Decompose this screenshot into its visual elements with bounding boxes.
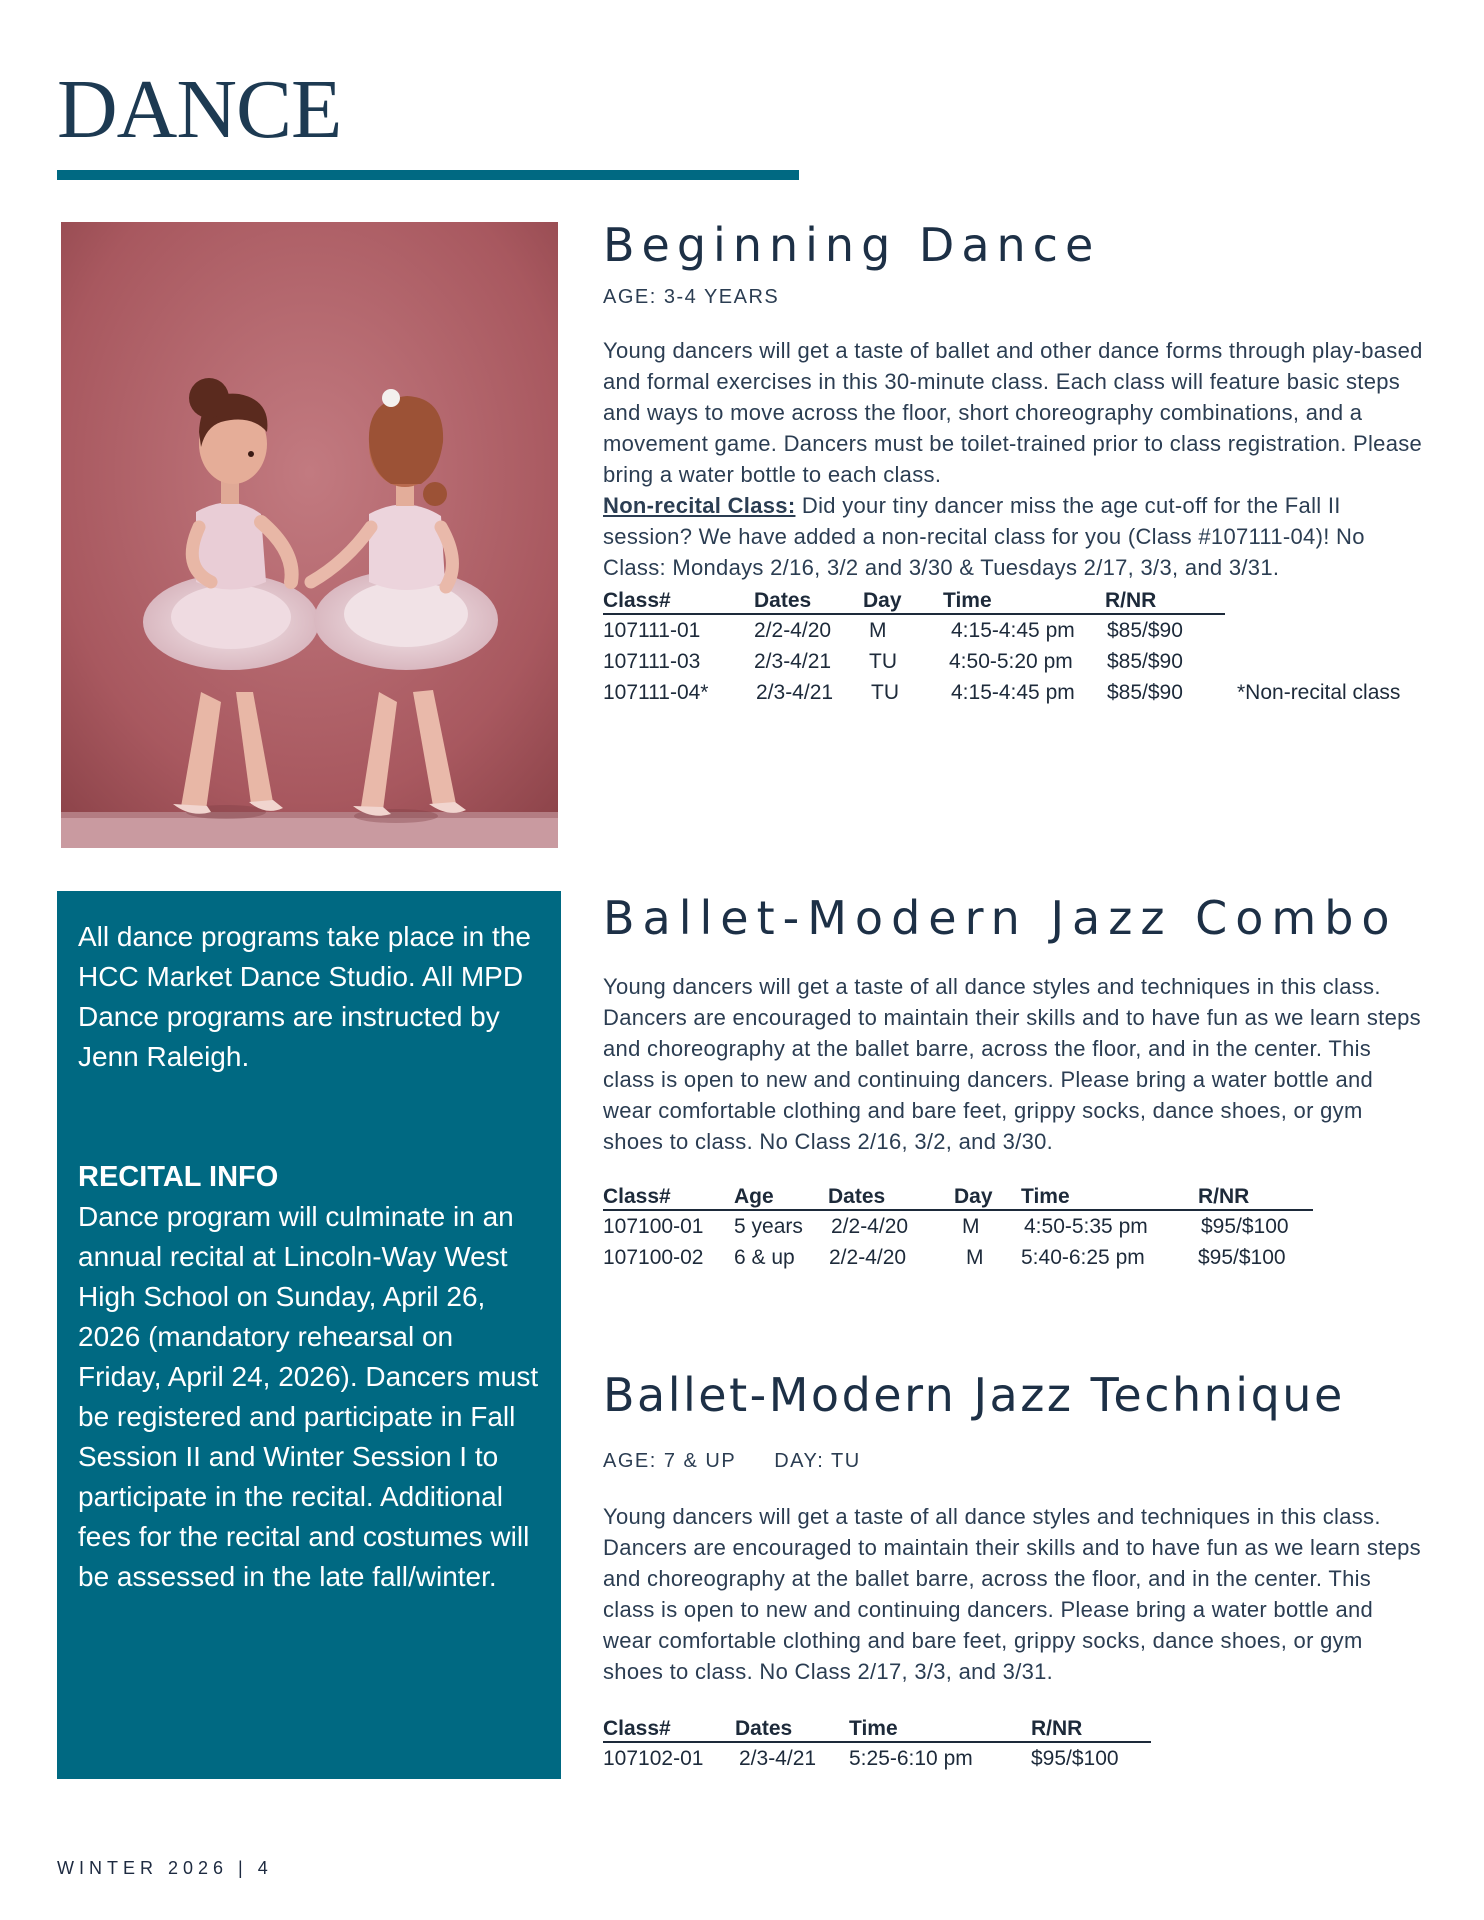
col-class: Class# [603,589,754,614]
ballet-technique-section [603,1368,1423,1774]
table-row [603,1742,1151,1774]
cell-dates: 2/3-4/21 [756,681,834,704]
ballet-technique-day: DAY: TU [774,1450,861,1472]
schedule-header-row [603,1717,1151,1742]
beginning-dance-schedule [603,589,1400,708]
cell-class: 107111-03 [603,650,701,673]
cell-dates: 2/3-4/21 [739,1747,817,1770]
col-class: Class# [603,1717,735,1742]
cell-day: M [869,619,887,642]
ballet-combo-description: Young dancers will get a taste of all dance styles and techniques in this class. Dancers are encouraged to maintain their skills and to have fun as we learn steps and choreography at the ballet barre, across the floor, and in the center. This class is open to new and continuing dancers. Please bring a water bottle and wear comfortable clothing and bare feet, grippy socks, dance shoes, or gym shoes to class. No Class 2/16, 3/2, and 3/30. [603,974,1421,1154]
ballet-technique-age: AGE: 7 & UP [603,1450,737,1472]
col-rnr: R/NR [1031,1717,1151,1742]
cell-time: 4:50-5:20 pm [949,650,1073,673]
beginning-dance-section [603,218,1423,708]
col-age: Age [734,1185,828,1210]
ballet-combo-section [603,891,1423,1273]
cell-rnr: $85/$90 [1107,681,1183,704]
page-title: DANCE [57,63,342,156]
cell-dates: 2/2-4/20 [754,619,832,642]
col-time: Time [849,1717,1031,1742]
cell-rnr: $95/$100 [1198,1246,1286,1269]
cell-age: 5 years [734,1215,803,1238]
non-recital-label: Non-recital Class: [603,493,796,518]
ballet-technique-description: Young dancers will get a taste of all dance styles and techniques in this class. Dancers are encouraged to maintain their skills and to have fun as we learn steps and choreography at the ballet barre, across the floor, and in the center. This class is open to new and continuing dancers. Please bring a water bottle and wear comfortable clothing and bare feet, grippy socks, dance shoes, or gym shoes to class. No Class 2/17, 3/3, and 3/31. [603,1504,1421,1684]
ballet-combo-schedule [603,1185,1313,1273]
cell-time: 4:50-5:35 pm [1024,1215,1148,1238]
col-day: Day [954,1185,1021,1210]
cell-day: TU [871,681,899,704]
cell-time: 4:15-4:45 pm [951,681,1075,704]
cell-class: 107111-04* [603,681,709,704]
table-row [603,646,1400,677]
cell-rnr: $95/$100 [1201,1215,1289,1238]
cell-class: 107111-01 [603,619,701,642]
non-recital-text: Did your tiny dancer miss the age cut-off for the Fall II session? We have added a non-recital class for you (Class #107111-04)! No Class: Mondays 2/16, 3/2 and 3/30 & Tuesdays 2/17, 3/3, and 3/31. [603,493,1365,580]
col-time: Time [943,589,1105,614]
col-dates: Dates [754,589,863,614]
cell-note: *Non-recital class [1237,681,1401,704]
cell-day: M [962,1215,980,1238]
title-divider [57,170,799,180]
cell-note [1225,614,1400,646]
ballet-dancers-icon [61,222,558,848]
cell-class: 107102-01 [603,1747,704,1770]
beginning-dance-desc-text: Young dancers will get a taste of ballet and other dance forms through play-based and formal exercises in this 30-minute class. Each class will feature basic steps and ways to move across the floor, short choreography combinations, and a movement game. Dancers must be toilet-trained prior to class registration. Please bring a water bottle to each class. [603,338,1423,487]
beginning-dance-title: Beginning Dance [603,218,1101,272]
cell-rnr: $95/$100 [1031,1747,1119,1770]
ballet-combo-title: Ballet-Modern Jazz Combo [603,891,1398,945]
table-row [603,614,1400,646]
col-time: Time [1021,1185,1198,1210]
col-class: Class# [603,1185,734,1210]
cell-time: 5:40-6:25 pm [1021,1246,1145,1269]
page-number: 4 [257,1858,273,1878]
ballet-technique-meta [603,1450,1423,1473]
ballet-technique-schedule [603,1717,1151,1774]
table-row [603,677,1400,708]
beginning-dance-age: AGE: 3-4 YEARS [603,286,780,308]
cell-dates: 2/3-4/21 [754,650,832,673]
cell-age: 6 & up [734,1246,795,1269]
schedule-header-row [603,1185,1313,1210]
cell-class: 107100-02 [603,1246,704,1269]
page-footer [57,1858,273,1879]
recital-heading: RECITAL INFO [78,1161,279,1193]
col-rnr: R/NR [1198,1185,1313,1210]
cell-rnr: $85/$90 [1107,650,1183,673]
col-rnr: R/NR [1105,589,1225,614]
dancers-photo [61,222,558,848]
table-row [603,1242,1313,1273]
info-intro: All dance programs take place in the HCC Market Dance Studio. All MPD Dance programs are instructed by Jenn Raleigh. [78,921,531,1072]
table-row [603,1210,1313,1242]
footer-season: WINTER 2026 [57,1858,229,1878]
cell-rnr: $85/$90 [1107,619,1183,642]
col-dates: Dates [735,1717,849,1742]
cell-class: 107100-01 [603,1215,704,1238]
cell-time: 4:15-4:45 pm [951,619,1075,642]
col-dates: Dates [828,1185,954,1210]
cell-day: TU [869,650,897,673]
info-box [57,891,561,1779]
col-day: Day [863,589,943,614]
cell-day: M [966,1246,984,1269]
cell-dates: 2/2-4/20 [831,1215,909,1238]
beginning-dance-description [603,335,1423,583]
cell-time: 5:25-6:10 pm [849,1747,973,1770]
footer-separator: | [238,1858,248,1878]
cell-note [1225,646,1400,677]
recital-text: Dance program will culminate in an annual recital at Lincoln-Way West High School on Sunday, April 26, 2026 (mandatory rehearsal on Friday, April 24, 2026). Dancers must be registered and participate in Fall Session II and Winter Session I to participate in the recital. Additional fees for the recital and costumes will be assessed in the late fall/winter. [78,1201,539,1592]
ballet-technique-title: Ballet-Modern Jazz Technique [603,1368,1345,1422]
schedule-header-row [603,589,1400,614]
cell-dates: 2/2-4/20 [829,1246,907,1269]
